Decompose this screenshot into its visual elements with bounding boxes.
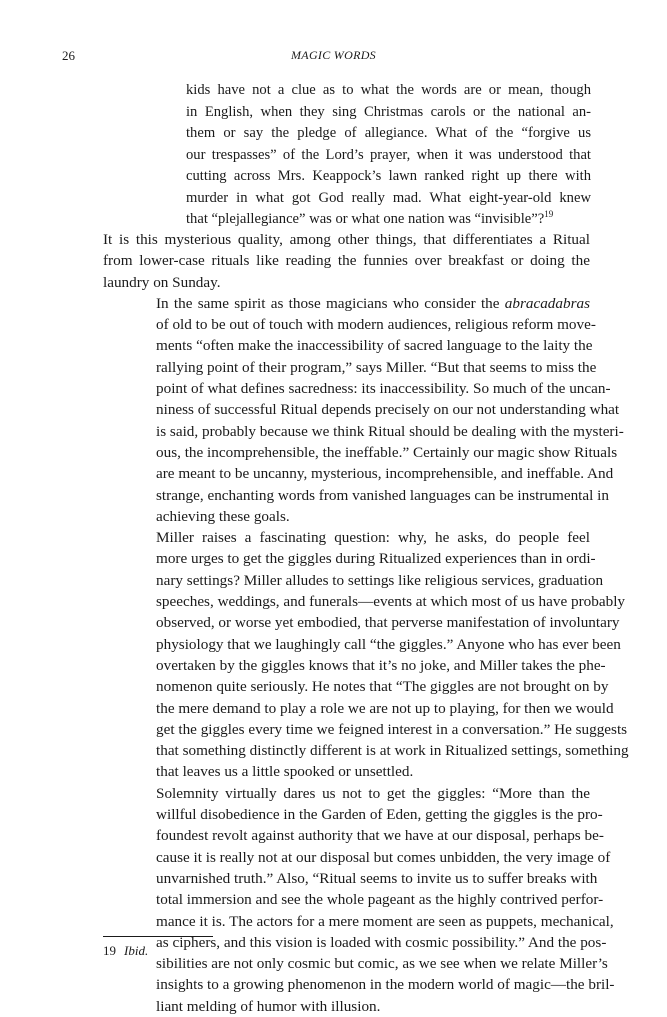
paragraph-line: get the giggles every time we feigned interest in a conversation.” He suggests [156,720,628,738]
block-quote-line: that “plejallegiance” was or what one nation was “invisible”?$^{19}$ [186,209,554,227]
paragraph-line: nary settings? Miller alludes to settings like religious services, graduation [156,571,604,589]
paragraph-line: that leaves us a little spooked or unsettled. [156,763,414,781]
paragraph-line: ments “often make the inaccessibility of sacred language to the laity the [156,337,593,355]
paragraph [103,229,590,293]
paragraph-line: more urges to get the giggles during Ritualized experiences than in ordi- [156,550,596,568]
paragraph-line: speeches, weddings, and funerals—events at which most of us have probably [156,593,626,611]
paragraph-line: mance it is. The actors for a mere moment are seen as puppets, mechanical, [156,912,614,930]
paragraph-line: Solemnity virtually dares us not to get the giggles: “More than the [156,784,590,802]
paragraph-line: willful disobedience in the Garden of Eden, getting the giggles is the pro- [156,806,603,824]
paragraph-line: foundest revolt against authority that we have at our disposal, perhaps be- [156,827,604,845]
footnote-text: Ibid. [124,943,149,958]
paragraph-line: strange, enchanting words from vanished languages can be instrumental in [156,486,609,504]
paragraph-line: liant melding of humor with illusion. [156,997,381,1015]
paragraph [103,783,615,1017]
paragraph-line: physiology that we laughingly call “the giggles.” Anyone who has ever been [156,635,621,653]
paragraph-line: is said, probably because we think Ritual should be dealing with the mysteri- [156,422,624,440]
block-quote-line: cutting across Mrs. Keappock’s lawn ranked right up there with [186,168,591,184]
paragraph-line: ous, the incomprehensible, the ineffable.” Certainly our magic show Rituals [156,443,618,461]
paragraph-line: rallying point of their program,” says Miller. “But that seems to miss the [156,358,597,376]
running-title: MAGIC WORDS [291,48,376,62]
block-quote-line: kids have not a clue as to what the words are or mean, though [186,82,591,98]
block-quote-line: our trespasses” of the Lord’s prayer, when it was understood that [186,146,591,163]
block-quote [186,80,591,231]
paragraph-line: Miller raises a fascinating question: why, he asks, do people feel [156,529,590,547]
block-quote-line: in English, when they sing Christmas carols or the national an- [186,103,591,120]
footnote-rule [103,936,213,937]
paragraph-line: total immersion and see the whole pageant as the highly contrived perfor- [156,891,604,909]
paragraph-line: of old to be out of touch with modern audiences, religious reform move- [156,316,596,334]
paragraph-line: that something distinctly different is at work in Ritualized settings, something [156,742,629,760]
paragraph-line: cause it is really not at our disposal but comes unbidden, the very image of [156,848,611,866]
footnote-number: 19 [103,943,116,958]
footnote [103,943,148,959]
paragraph [103,527,629,783]
paragraph-line: point of what defines sacredness: its inaccessibility. So much of the uncan- [156,380,611,398]
paragraph-line: It is this mysterious quality, among other things, that differentiates a Ritual [103,231,590,248]
paragraph-line: niness of successful Ritual depends precisely on our not understanding what [156,401,620,419]
body-text [103,229,629,1017]
paragraph-line: the mere demand to play a role we are not up to playing, for then we would [156,699,614,717]
paragraph-line: observed, or worse yet embodied, that perverse manifestation of involuntary [156,614,620,632]
italic-term: abracadabras [504,294,590,312]
paragraph-line: unvarnished truth.” Also, “Ritual seems to invite us to suffer breaks with [156,869,598,887]
paragraph [103,293,624,527]
paragraph-line: are meant to be uncanny, mysterious, incomprehensible, and ineffable. And [156,465,614,483]
paragraph-line: achieving these goals. [156,507,290,525]
paragraph-line: sibilities are not only cosmic but comic, as we see when we relate Miller’s [156,955,608,973]
page-number: 26 [62,48,75,63]
footnote-reference: 19 [544,209,554,220]
paragraph-line: nomenon quite seriously. He notes that “The giggles are not brought on by [156,678,609,696]
block-quote-line: murder in what got God really mad. What eight-year-old knew [186,189,591,206]
paragraph-line: insights to a growing phenomenon in the modern world of magic—the bril- [156,976,615,994]
paragraph-line: as ciphers, and this vision is loaded with cosmic possibility.” And the pos- [156,933,607,951]
block-quote-line: them or say the pledge of allegiance. What of the “forgive us [186,125,591,141]
paragraph-line: from lower-case rituals like reading the funnies over breakfast or doing the [103,252,590,270]
paragraph-line: overtaken by the giggles knows that it’s no joke, and Miller takes the phe- [156,656,606,674]
paragraph-line: In the same spirit as those magicians who consider the abracadabras [156,294,590,312]
paragraph-line: laundry on Sunday. [103,273,221,291]
